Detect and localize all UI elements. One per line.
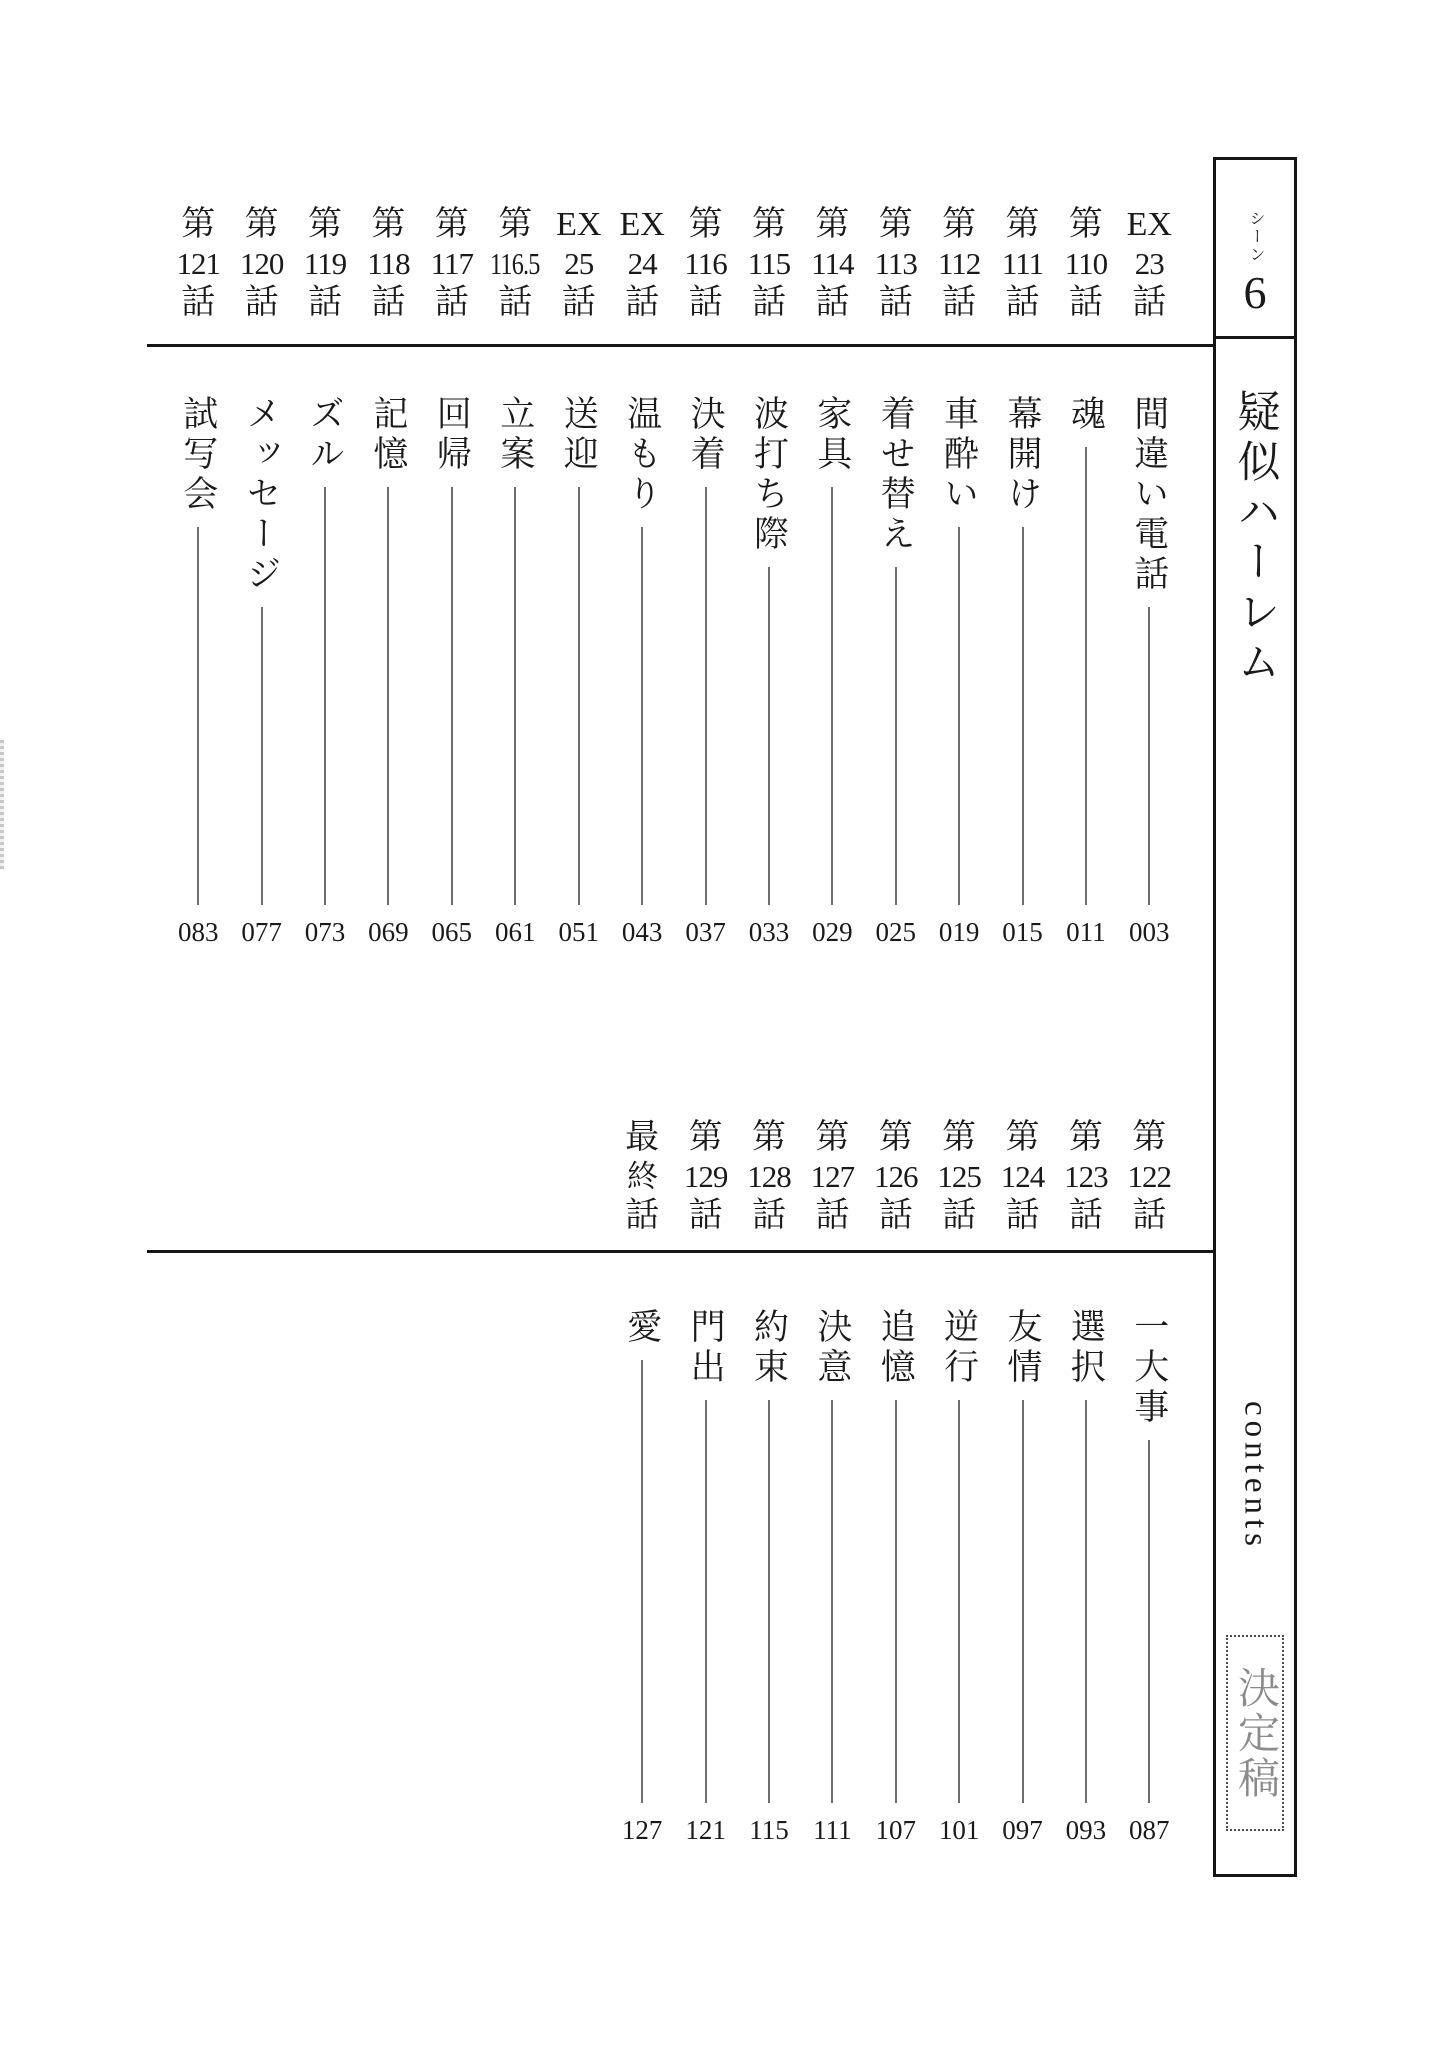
chapter-number-label bbox=[874, 1120, 918, 1260]
leader-line bbox=[641, 1360, 643, 1803]
chapter-suffix: 話 bbox=[308, 284, 342, 322]
page-number: 069 bbox=[368, 917, 409, 947]
chapter-number-label bbox=[938, 207, 980, 347]
chapter-column bbox=[610, 1120, 673, 1844]
chapter-suffix: 話 bbox=[498, 284, 533, 322]
chapter-number: 120 bbox=[239, 245, 284, 281]
chapter-column bbox=[864, 207, 927, 946]
chapter-suffix: 話 bbox=[181, 284, 216, 322]
chapter-number: 111 bbox=[1001, 245, 1044, 281]
chapter-column bbox=[674, 1120, 737, 1844]
chapter-prefix: 第 bbox=[688, 206, 723, 243]
scan-edge-artifact bbox=[0, 740, 4, 870]
chapter-number-label bbox=[625, 1120, 659, 1260]
leader-line bbox=[768, 567, 770, 905]
page-number: 061 bbox=[495, 917, 536, 947]
leader-line bbox=[1148, 607, 1150, 905]
page-number: 037 bbox=[685, 917, 726, 947]
chapter-number: 126 bbox=[873, 1158, 918, 1194]
chapter-title: 試写会 bbox=[178, 395, 218, 515]
chapter-title: 決着 bbox=[686, 395, 726, 475]
chapter-title-block bbox=[495, 395, 535, 905]
chapter-number-label bbox=[1001, 1120, 1045, 1260]
leader-line bbox=[261, 607, 263, 905]
chapter-prefix: 第 bbox=[1005, 1119, 1040, 1156]
chapter-prefix: 第 bbox=[244, 206, 279, 243]
chapter-number: 23 bbox=[1134, 245, 1164, 281]
chapter-title: 温もり bbox=[622, 395, 662, 515]
chapter-prefix: 第 bbox=[434, 206, 469, 243]
chapter-number-label bbox=[747, 1120, 791, 1260]
chapter-title-block bbox=[812, 395, 852, 905]
chapter-number: 117 bbox=[430, 245, 473, 281]
chapter-suffix: 話 bbox=[878, 284, 913, 322]
chapter-prefix: EX bbox=[619, 206, 665, 243]
chapter-title-block bbox=[1129, 395, 1169, 905]
page-number: 029 bbox=[812, 917, 853, 947]
leader-line bbox=[514, 487, 516, 905]
chapter-prefix: 第 bbox=[815, 206, 850, 243]
chapter-title: 友情 bbox=[1003, 1308, 1043, 1388]
chapter-title-block bbox=[749, 395, 789, 905]
chapter-number-label bbox=[1064, 1120, 1108, 1260]
chapter-column bbox=[1054, 207, 1117, 946]
chapter-suffix: 話 bbox=[371, 284, 406, 322]
chapter-number: 127 bbox=[810, 1158, 855, 1194]
chapter-suffix: 話 bbox=[688, 1197, 723, 1235]
leader-line bbox=[1022, 1400, 1024, 1803]
chapter-title: 回帰 bbox=[432, 395, 472, 475]
chapter-title: ズル bbox=[305, 395, 345, 475]
leader-line bbox=[197, 527, 199, 905]
chapter-number: 115 bbox=[747, 245, 791, 281]
chapter-number-label bbox=[431, 207, 473, 347]
chapter-suffix: 話 bbox=[942, 284, 977, 322]
chapter-suffix: 話 bbox=[244, 284, 279, 322]
chapter-prefix: 第 bbox=[878, 1119, 913, 1156]
chapter-number: 116 bbox=[684, 245, 727, 281]
chapter-number-label bbox=[240, 207, 284, 347]
chapter-column bbox=[927, 1120, 990, 1844]
chapter-title: 追憶 bbox=[876, 1308, 916, 1388]
chapter-number: 112 bbox=[937, 245, 981, 281]
chapter-title-block bbox=[1066, 395, 1106, 905]
chapter-column bbox=[674, 207, 737, 946]
contents-label: contents bbox=[1237, 1401, 1274, 1551]
chapter-title-block bbox=[305, 395, 345, 905]
chapter-prefix: 第 bbox=[1068, 1119, 1103, 1156]
chapter-title: 送迎 bbox=[559, 395, 599, 475]
chapter-title-block bbox=[242, 395, 282, 905]
chapter-title: 車酔い bbox=[939, 395, 979, 515]
chapter-column bbox=[864, 1120, 927, 1844]
page-number: 101 bbox=[938, 1815, 980, 1845]
leader-line bbox=[1148, 1440, 1150, 1803]
chapter-title-block bbox=[939, 1308, 979, 1803]
chapter-prefix: 第 bbox=[878, 206, 913, 243]
chapter-title: 間違い電話 bbox=[1129, 395, 1169, 595]
sidebar-column bbox=[1213, 157, 1297, 1877]
leader-line bbox=[831, 1400, 833, 1803]
chapter-title: 波打ち際 bbox=[749, 395, 789, 555]
chapter-column bbox=[737, 1120, 800, 1844]
chapter-title-block bbox=[1003, 1308, 1043, 1803]
leader-line bbox=[641, 527, 643, 905]
page-number: 019 bbox=[938, 917, 980, 947]
chapter-suffix: 話 bbox=[1068, 284, 1103, 322]
page-number: 043 bbox=[621, 917, 663, 947]
leader-line bbox=[705, 487, 707, 905]
draft-stamp-box bbox=[1226, 1635, 1284, 1831]
leader-line bbox=[324, 487, 326, 905]
chapter-section-bottom bbox=[610, 1120, 1181, 1844]
chapter-title-block bbox=[686, 1308, 726, 1803]
chapter-title-block bbox=[1003, 395, 1043, 905]
chapter-suffix: 話 bbox=[625, 284, 660, 322]
chapter-suffix: 話 bbox=[815, 284, 850, 322]
chapter-number: 110 bbox=[1064, 245, 1108, 281]
chapter-number-label bbox=[1128, 1120, 1172, 1260]
chapter-title: 選択 bbox=[1066, 1308, 1106, 1388]
chapter-title-block bbox=[876, 395, 916, 905]
chapter-number-label bbox=[1127, 207, 1172, 347]
chapter-number: 123 bbox=[1064, 1158, 1108, 1194]
chapter-number-label bbox=[875, 207, 917, 347]
chapter-suffix: 話 bbox=[434, 284, 469, 322]
chapter-number: 終 bbox=[627, 1158, 658, 1194]
chapter-number: 114 bbox=[811, 245, 854, 281]
chapter-suffix: 話 bbox=[815, 1197, 850, 1235]
chapter-number: 129 bbox=[683, 1158, 728, 1194]
chapter-title: 逆行 bbox=[939, 1308, 979, 1388]
chapter-title-block bbox=[812, 1308, 852, 1803]
chapter-column bbox=[927, 207, 990, 946]
chapter-number-label bbox=[684, 207, 726, 347]
series-title: 疑似ハーレム bbox=[1231, 389, 1279, 689]
chapter-column bbox=[167, 207, 230, 946]
chapter-prefix: 第 bbox=[815, 1119, 850, 1156]
page-number: 025 bbox=[875, 917, 916, 947]
leader-line bbox=[1085, 447, 1087, 905]
chapter-number: 118 bbox=[367, 245, 410, 281]
chapter-title: 約束 bbox=[749, 1308, 789, 1388]
chapter-title-block bbox=[559, 395, 599, 905]
chapter-number-label bbox=[684, 1120, 728, 1260]
chapter-column bbox=[1118, 1120, 1181, 1844]
page-number: 127 bbox=[621, 1815, 663, 1845]
chapter-column bbox=[737, 207, 800, 946]
page-number: 033 bbox=[748, 917, 790, 947]
chapter-suffix: 話 bbox=[1132, 284, 1167, 322]
page-number: 097 bbox=[1002, 1815, 1043, 1845]
chapter-number-label bbox=[1002, 207, 1043, 347]
chapter-title: 立案 bbox=[495, 395, 535, 475]
chapter-prefix: 第 bbox=[942, 1119, 977, 1156]
chapter-title-block bbox=[939, 395, 979, 905]
chapter-number-label bbox=[556, 207, 601, 347]
chapter-prefix: EX bbox=[556, 206, 602, 243]
chapter-number: 113 bbox=[874, 245, 917, 281]
chapter-suffix: 話 bbox=[1068, 1197, 1103, 1235]
scene-box bbox=[1216, 157, 1294, 339]
chapter-number-label bbox=[811, 1120, 855, 1260]
scene-number: 6 bbox=[1243, 267, 1267, 318]
chapter-number: 128 bbox=[747, 1158, 791, 1194]
chapter-number: 122 bbox=[1127, 1158, 1172, 1194]
chapter-title-block bbox=[686, 395, 726, 905]
chapter-title-block bbox=[622, 1308, 662, 1803]
leader-line bbox=[958, 1400, 960, 1803]
chapter-number-label bbox=[748, 207, 790, 347]
chapter-title-block bbox=[876, 1308, 916, 1803]
leader-line bbox=[958, 527, 960, 905]
chapter-suffix: 話 bbox=[751, 1197, 786, 1235]
page-number: 121 bbox=[685, 1815, 726, 1845]
chapter-title-block bbox=[622, 395, 662, 905]
chapter-number-label bbox=[304, 207, 346, 347]
chapter-title-block bbox=[432, 395, 472, 905]
scene-label: シーン bbox=[1247, 210, 1264, 264]
chapter-suffix: 話 bbox=[1005, 284, 1040, 322]
chapter-number: 24 bbox=[627, 245, 657, 281]
chapter-number: 125 bbox=[937, 1158, 981, 1194]
chapter-column bbox=[801, 207, 864, 946]
chapter-title: 幕開け bbox=[1003, 395, 1043, 515]
page-number: 065 bbox=[431, 917, 473, 947]
chapter-prefix: 第 bbox=[1132, 1119, 1167, 1156]
chapter-prefix: 第 bbox=[751, 1119, 786, 1156]
chapter-title: 決意 bbox=[812, 1308, 852, 1388]
chapter-column bbox=[610, 207, 673, 946]
page-number: 073 bbox=[304, 917, 346, 947]
chapter-number: 116.5 bbox=[490, 245, 541, 281]
chapter-title-block bbox=[749, 1308, 789, 1803]
leader-line bbox=[895, 1400, 897, 1803]
chapter-number-label bbox=[367, 207, 409, 347]
chapter-title-block bbox=[1066, 1308, 1106, 1803]
chapter-number-label bbox=[176, 207, 220, 347]
chapter-number: 124 bbox=[1000, 1158, 1045, 1194]
chapter-prefix: 第 bbox=[688, 1119, 723, 1156]
chapter-title: 一大事 bbox=[1129, 1308, 1169, 1428]
chapter-prefix: 第 bbox=[371, 206, 406, 243]
chapter-suffix: 話 bbox=[1132, 1197, 1167, 1235]
leader-line bbox=[578, 487, 580, 905]
page-number: 107 bbox=[875, 1815, 916, 1845]
leader-line bbox=[387, 487, 389, 905]
chapter-prefix: 第 bbox=[181, 206, 216, 243]
chapter-number: 119 bbox=[303, 245, 347, 281]
chapter-title: 記憶 bbox=[368, 395, 408, 475]
chapter-title-block bbox=[368, 395, 408, 905]
leader-line bbox=[1022, 527, 1024, 905]
chapter-title: 着せ替え bbox=[876, 395, 916, 555]
chapter-title: メッセージ bbox=[242, 395, 282, 595]
chapter-prefix: EX bbox=[1126, 206, 1172, 243]
chapter-column bbox=[483, 207, 547, 946]
chapter-title: 家具 bbox=[812, 395, 852, 475]
leader-line bbox=[705, 1400, 707, 1803]
chapter-title-block bbox=[178, 395, 218, 905]
page-number: 077 bbox=[241, 917, 282, 947]
chapter-number: 121 bbox=[176, 245, 220, 281]
chapter-section-top bbox=[167, 207, 1181, 946]
leader-line bbox=[451, 487, 453, 905]
page-number: 003 bbox=[1129, 917, 1170, 947]
chapter-column bbox=[293, 207, 356, 946]
chapter-prefix: 最 bbox=[625, 1119, 660, 1156]
chapter-suffix: 話 bbox=[625, 1197, 660, 1235]
chapter-number-label bbox=[937, 1120, 981, 1260]
chapter-suffix: 話 bbox=[942, 1197, 977, 1235]
page-number: 087 bbox=[1129, 1815, 1170, 1845]
leader-line bbox=[895, 567, 897, 905]
leader-line bbox=[1085, 1400, 1087, 1803]
chapter-title: 愛 bbox=[622, 1308, 662, 1348]
chapter-column bbox=[230, 207, 293, 946]
chapter-suffix: 話 bbox=[878, 1197, 913, 1235]
chapter-column bbox=[420, 207, 483, 946]
page-number: 115 bbox=[749, 1815, 789, 1845]
chapter-column bbox=[991, 1120, 1054, 1844]
chapter-column bbox=[801, 1120, 864, 1844]
chapter-column bbox=[1118, 207, 1181, 946]
page-number: 083 bbox=[177, 917, 219, 947]
chapter-column bbox=[547, 207, 610, 946]
page-number: 111 bbox=[813, 1815, 852, 1845]
leader-line bbox=[768, 1400, 770, 1803]
chapter-prefix: 第 bbox=[498, 206, 533, 243]
chapter-suffix: 話 bbox=[1005, 1197, 1040, 1235]
page-number: 051 bbox=[558, 917, 600, 947]
chapter-column bbox=[991, 207, 1054, 946]
chapter-suffix: 話 bbox=[688, 284, 723, 322]
chapter-prefix: 第 bbox=[308, 206, 342, 243]
chapter-prefix: 第 bbox=[1005, 206, 1040, 243]
draft-stamp-text: 決定稿 bbox=[1232, 1665, 1278, 1801]
page-number: 093 bbox=[1065, 1815, 1107, 1845]
page-number: 011 bbox=[1066, 917, 1106, 947]
chapter-number-label bbox=[620, 207, 665, 347]
leader-line bbox=[831, 487, 833, 905]
chapter-title: 門出 bbox=[686, 1308, 726, 1388]
chapter-number-label bbox=[811, 207, 853, 347]
chapter-suffix: 話 bbox=[561, 284, 596, 322]
chapter-title-block bbox=[1129, 1308, 1169, 1803]
chapter-prefix: 第 bbox=[751, 206, 786, 243]
chapter-number: 25 bbox=[564, 245, 594, 281]
chapter-number-label bbox=[483, 207, 547, 347]
chapter-number-label bbox=[1065, 207, 1107, 347]
chapter-column bbox=[1054, 1120, 1117, 1844]
chapter-title: 魂 bbox=[1066, 395, 1106, 435]
chapter-prefix: 第 bbox=[942, 206, 977, 243]
page-number: 015 bbox=[1002, 917, 1043, 947]
chapter-column bbox=[357, 207, 420, 946]
chapter-prefix: 第 bbox=[1068, 206, 1103, 243]
chapter-suffix: 話 bbox=[751, 284, 786, 322]
